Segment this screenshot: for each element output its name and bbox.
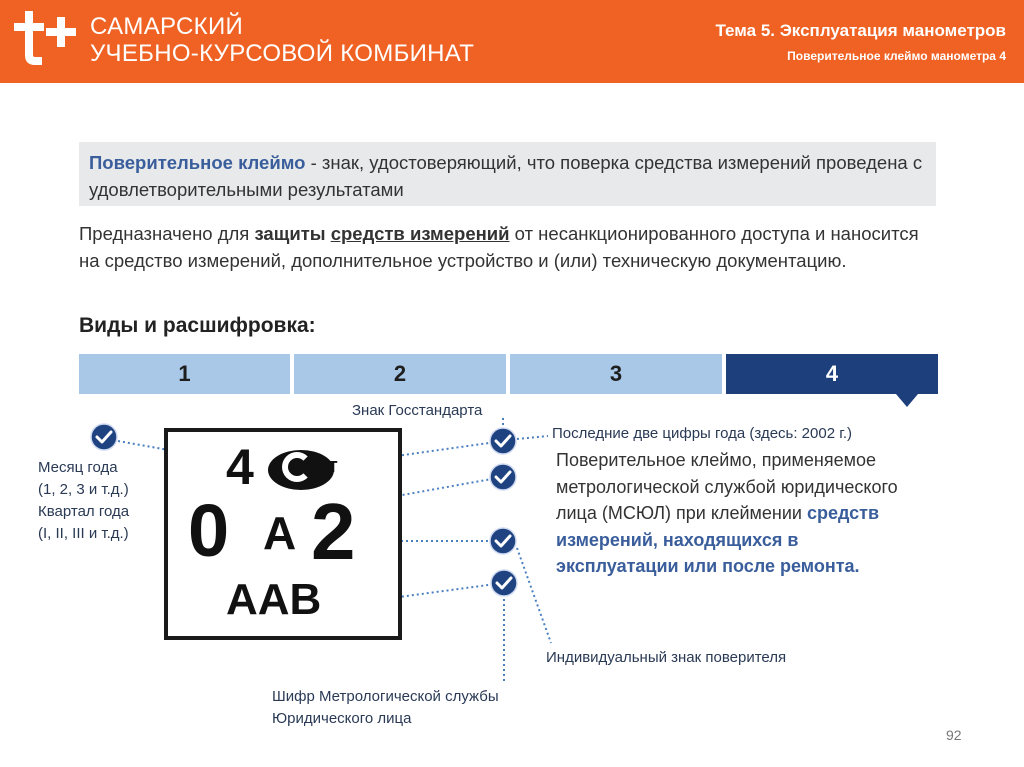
tab-1[interactable]: 1 [79, 354, 290, 394]
section-heading: Виды и расшифровка: [79, 314, 316, 337]
label-line: (1, 2, 3 и т.д.) [38, 481, 129, 498]
stamp-year-digit: 2 [311, 487, 356, 576]
slide-title: Тема 5. Эксплуатация манометров [715, 21, 1006, 40]
checkmark-circle-icon [491, 570, 517, 596]
label-gosstandart: Знак Госстандарта [352, 402, 483, 419]
label-line: Шифр Метрологической службы [272, 688, 499, 705]
brand-line: САМАРСКИЙ [90, 13, 244, 40]
definition-box [79, 142, 936, 206]
label-cipher [272, 686, 499, 730]
tab-3[interactable]: 3 [510, 354, 722, 394]
stamp-month-digit: 0 [188, 489, 230, 572]
definition-body: - знак, удостоверяющий, что поверка средства измерений проведена с удовлетворительными результатами [89, 152, 923, 200]
checkmark-circle-icon [490, 428, 516, 454]
brand-name [90, 13, 474, 67]
stamp-digit: 4 [226, 439, 254, 495]
description-text: Поверительное клеймо, применяемое метрологической службой юридического лица (МСЮЛ) при клеймении [556, 450, 898, 523]
purpose-bold-underlined: средств измерений [330, 223, 510, 244]
checkmark-circle-icon [91, 424, 117, 450]
stamp-t-letter: т [328, 455, 338, 477]
slide-header [0, 0, 1024, 83]
definition-term: Поверительное клеймо [89, 152, 306, 173]
stamp-letter: А [263, 507, 297, 559]
definition-text [89, 149, 929, 203]
label-year: Последние две цифры года (здесь: 2002 г.) [552, 425, 853, 442]
slide-subtitle: Поверительное клеймо манометра 4 [787, 49, 1006, 63]
logo-icon [14, 11, 76, 67]
label-line: Месяц года [38, 459, 118, 476]
description-highlight: средств измерений, находящихся в эксплуатации или после ремонта. [556, 503, 880, 576]
checkmark-circle-icon [490, 528, 516, 554]
purpose-paragraph [79, 220, 929, 274]
purpose-part: Предназначено для [79, 223, 255, 244]
purpose-part: от несанкционированного доступа и наносится на средство измерений, дополнительное устройство и (или) техническую документацию. [79, 223, 919, 271]
label-inspector: Индивидуальный знак поверителя [546, 649, 787, 666]
label-month-quarter [38, 457, 129, 545]
stamp-description [556, 447, 901, 580]
page-number: 92 [946, 727, 962, 743]
purpose-bold: защиты [254, 223, 326, 244]
tab-2[interactable]: 2 [294, 354, 506, 394]
brand-line: УЧЕБНО-КУРСОВОЙ КОМБИНАТ [90, 40, 475, 67]
stamp-c-mark [282, 452, 312, 482]
label-line: Юридического лица [272, 710, 412, 727]
checkmark-circle-icon [490, 464, 516, 490]
label-line: Квартал года [38, 503, 130, 520]
tab-4[interactable]: 4 [825, 361, 839, 386]
label-line: (I, II, III и т.д.) [38, 525, 129, 542]
verification-stamp [164, 428, 402, 640]
stamp-cipher: ААВ [226, 575, 322, 624]
